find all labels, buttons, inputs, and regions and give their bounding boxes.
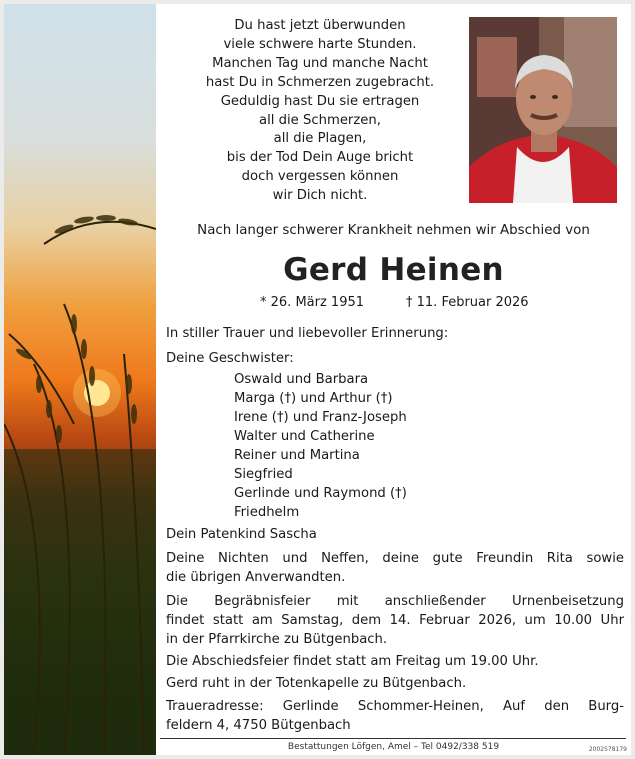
poem [170, 17, 470, 206]
paragraph-line: feldern 4, 4750 Bütgenbach [166, 718, 351, 733]
sunset-grass-photo [4, 4, 156, 755]
intro-text: Nach langer schwerer Krankheit nehmen wir Abschied von [197, 223, 590, 238]
grass-silhouette [4, 4, 156, 755]
birth-date: * 26. März 1951 [260, 295, 365, 310]
portrait-photo [469, 17, 617, 203]
paragraph-line: Deine Nichten und Neffen, deine gute Freundin Rita sowie [166, 551, 624, 566]
sibling-item: Gerlinde und Raymond (†) [234, 486, 407, 501]
sibling-item: Siegfried [234, 467, 293, 482]
siblings-heading: Deine Geschwister: [166, 351, 294, 366]
mourning-text: In stiller Trauer und liebevoller Erinnerung: [166, 326, 449, 341]
paragraph-line: die übrigen Anverwandten. [166, 570, 346, 585]
deceased-name: Gerd Heinen [283, 252, 504, 288]
sibling-item: Marga (†) und Arthur (†) [234, 391, 393, 406]
paragraph-line: Traueradresse: Gerlinde Schommer-Heinen, Auf den Burg- [166, 699, 624, 714]
poem-line: bis der Tod Dein Auge bricht [226, 150, 414, 166]
poem-line: Du hast jetzt überwunden [234, 18, 406, 33]
rest-text: Gerd ruht in der Totenkapelle zu Bütgenbach. [166, 676, 467, 691]
paragraph-line: in der Pfarrkirche zu Bütgenbach. [166, 632, 388, 647]
sibling-item: Friedhelm [234, 505, 300, 520]
poem-line: all die Schmerzen, [259, 112, 381, 128]
sibling-item: Oswald und Barbara [234, 372, 369, 387]
paragraph-line: Die Begräbnisfeier mit anschließender Urnenbeisetzung [166, 594, 624, 609]
sibling-item: Irene (†) und Franz-Joseph [234, 410, 407, 425]
godchild-text: Dein Patenkind Sascha [166, 527, 317, 542]
death-date: † 11. Februar 2026 [406, 295, 529, 310]
poem-line: wir Dich nicht. [272, 188, 368, 204]
poem-line: all die Plagen, [273, 131, 367, 147]
farewell-text: Die Abschiedsfeier findet statt am Freitag um 19.00 Uhr. [166, 654, 539, 669]
address-paragraph [166, 697, 624, 735]
footer-divider [160, 738, 626, 739]
paragraph-line: findet statt am Samstag, dem 14. Februar 2026, um 10.00 Uhr [166, 613, 624, 628]
poem-line: hast Du in Schmerzen zugebracht. [205, 74, 435, 90]
sibling-item: Reiner und Martina [234, 448, 360, 463]
obituary-card [156, 4, 631, 755]
poem-line: Geduldig hast Du sie ertragen [220, 93, 420, 109]
poem-line: viele schwere harte Stunden. [223, 36, 417, 52]
poem-line: Manchen Tag und manche Nacht [212, 55, 428, 71]
funeral-paragraph [166, 592, 624, 649]
poem-line: doch vergessen können [241, 169, 399, 185]
funeral-home-footer: Bestattungen Löfgen, Amel – Tel 0492/338 519 [287, 742, 500, 752]
sibling-item: Walter und Catherine [234, 429, 375, 444]
nieces-paragraph [166, 549, 624, 587]
reference-number: 2002578179 [588, 746, 627, 753]
